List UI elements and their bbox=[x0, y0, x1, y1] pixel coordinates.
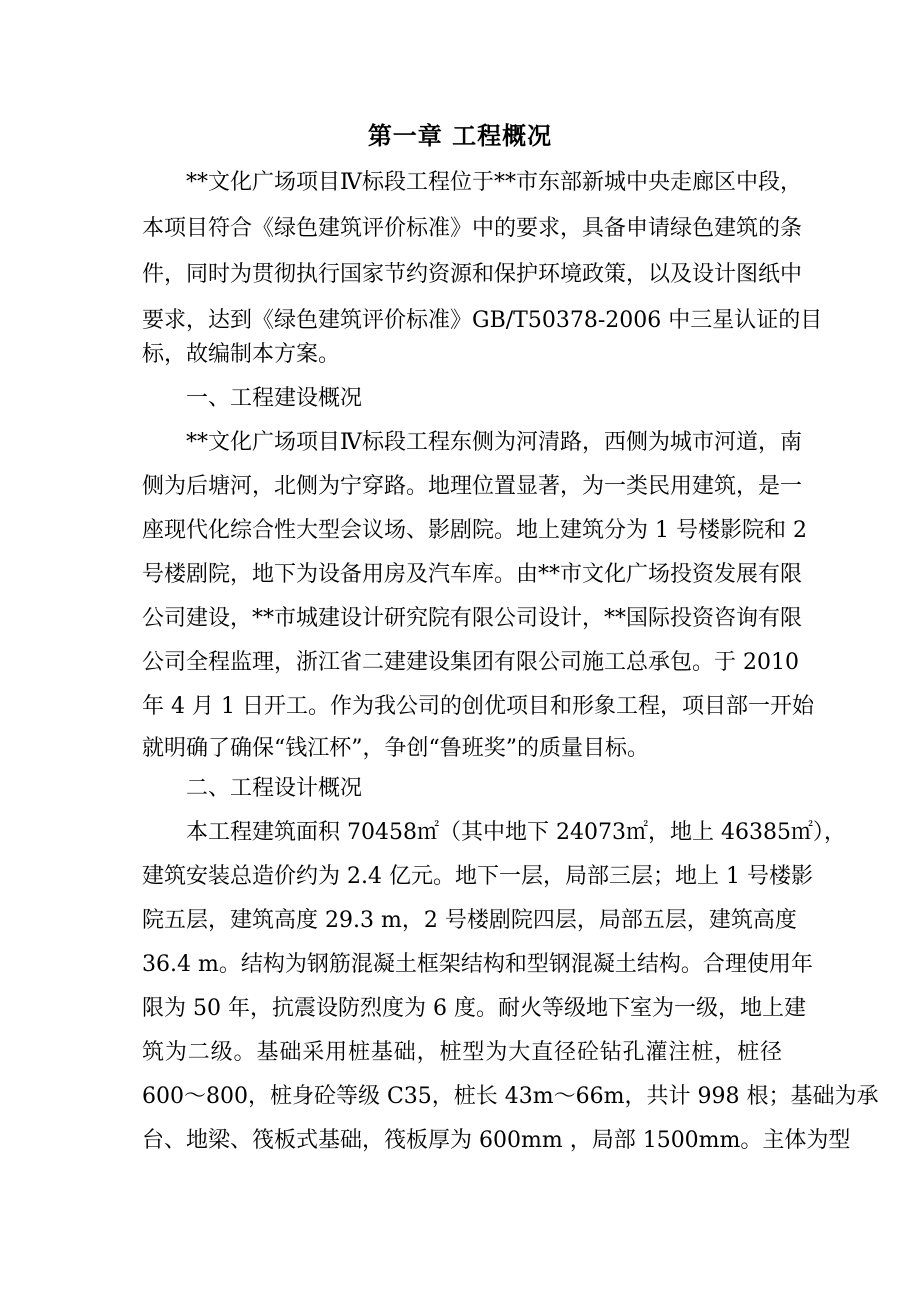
section-1-line-6: 公司全程监理，浙江省二建建设集团有限公司施工总承包。于 2010 bbox=[142, 650, 799, 675]
section-2-line-6: 筑为二级。基础采用桩基础，桩型为大直径砼钻孔灌注桩，桩径 bbox=[142, 1040, 782, 1065]
section-1-line-8: 就明确了确保“钱江杯”，争创“鲁班奖”的质量目标。 bbox=[142, 736, 649, 761]
section-2-line-1: 本工程建筑面积 70458㎡（其中地下 24073㎡，地上 46385㎡）， bbox=[186, 820, 846, 845]
section-1-heading: 一、工程建设概况 bbox=[186, 386, 363, 411]
section-2-line-4: 36.4 m。结构为钢筋混凝土框架结构和型钢混凝土结构。合理使用年 bbox=[142, 952, 813, 977]
intro-line-2: 本项目符合《绿色建筑评价标准》中的要求，具备申请绿色建筑的条 bbox=[142, 216, 803, 241]
section-1-line-3: 座现代化综合性大型会议场、影剧院。地上建筑分为 1 号楼影院和 2 bbox=[142, 518, 807, 543]
chapter-title: 第一章 工程概况 bbox=[367, 122, 553, 150]
section-2-line-2: 建筑安装总造价约为 2.4 亿元。地下一层，局部三层；地上 1 号楼影 bbox=[142, 864, 813, 889]
section-2-line-8: 台、地梁、筏板式基础，筏板厚为 600mm ，局部 1500mm。主体为型 bbox=[142, 1128, 851, 1153]
section-1-line-2: 侧为后塘河，北侧为宁穿路。地理位置显著，为一类民用建筑，是一 bbox=[142, 474, 803, 499]
section-1-line-4: 号楼剧院，地下为设备用房及汽车库。由**市文化广场投资发展有限 bbox=[142, 562, 803, 587]
section-1-line-5: 公司建设，**市城建设计研究院有限公司设计，**国际投资咨询有限 bbox=[142, 606, 803, 631]
section-1-line-7: 年 4 月 1 日开工。作为我公司的创优项目和形象工程，项目部一开始 bbox=[142, 694, 814, 719]
section-2-line-5: 限为 50 年，抗震设防烈度为 6 度。耐火等级地下室为一级，地上建 bbox=[142, 996, 806, 1021]
intro-line-1: **文化广场项目Ⅳ标段工程位于**市东部新城中央走廊区中段， bbox=[186, 170, 802, 195]
intro-line-4: 要求，达到《绿色建筑评价标准》GB/T50378-2006 中三星认证的目 bbox=[142, 308, 823, 333]
intro-line-3: 件，同时为贯彻执行国家节约资源和保护环境政策，以及设计图纸中 bbox=[142, 262, 803, 287]
section-2-line-7: 600～800，桩身砼等级 C35，桩长 43m～66m，共计 998 根；基础为承 bbox=[142, 1084, 879, 1109]
section-2-line-3: 院五层，建筑高度 29.3 m，2 号楼剧院四层，局部五层，建筑高度 bbox=[142, 908, 797, 933]
section-2-heading: 二、工程设计概况 bbox=[186, 776, 363, 801]
intro-line-5: 标，故编制本方案。 bbox=[142, 342, 341, 367]
section-1-line-1: **文化广场项目Ⅳ标段工程东侧为河清路，西侧为城市河道，南 bbox=[186, 430, 802, 455]
